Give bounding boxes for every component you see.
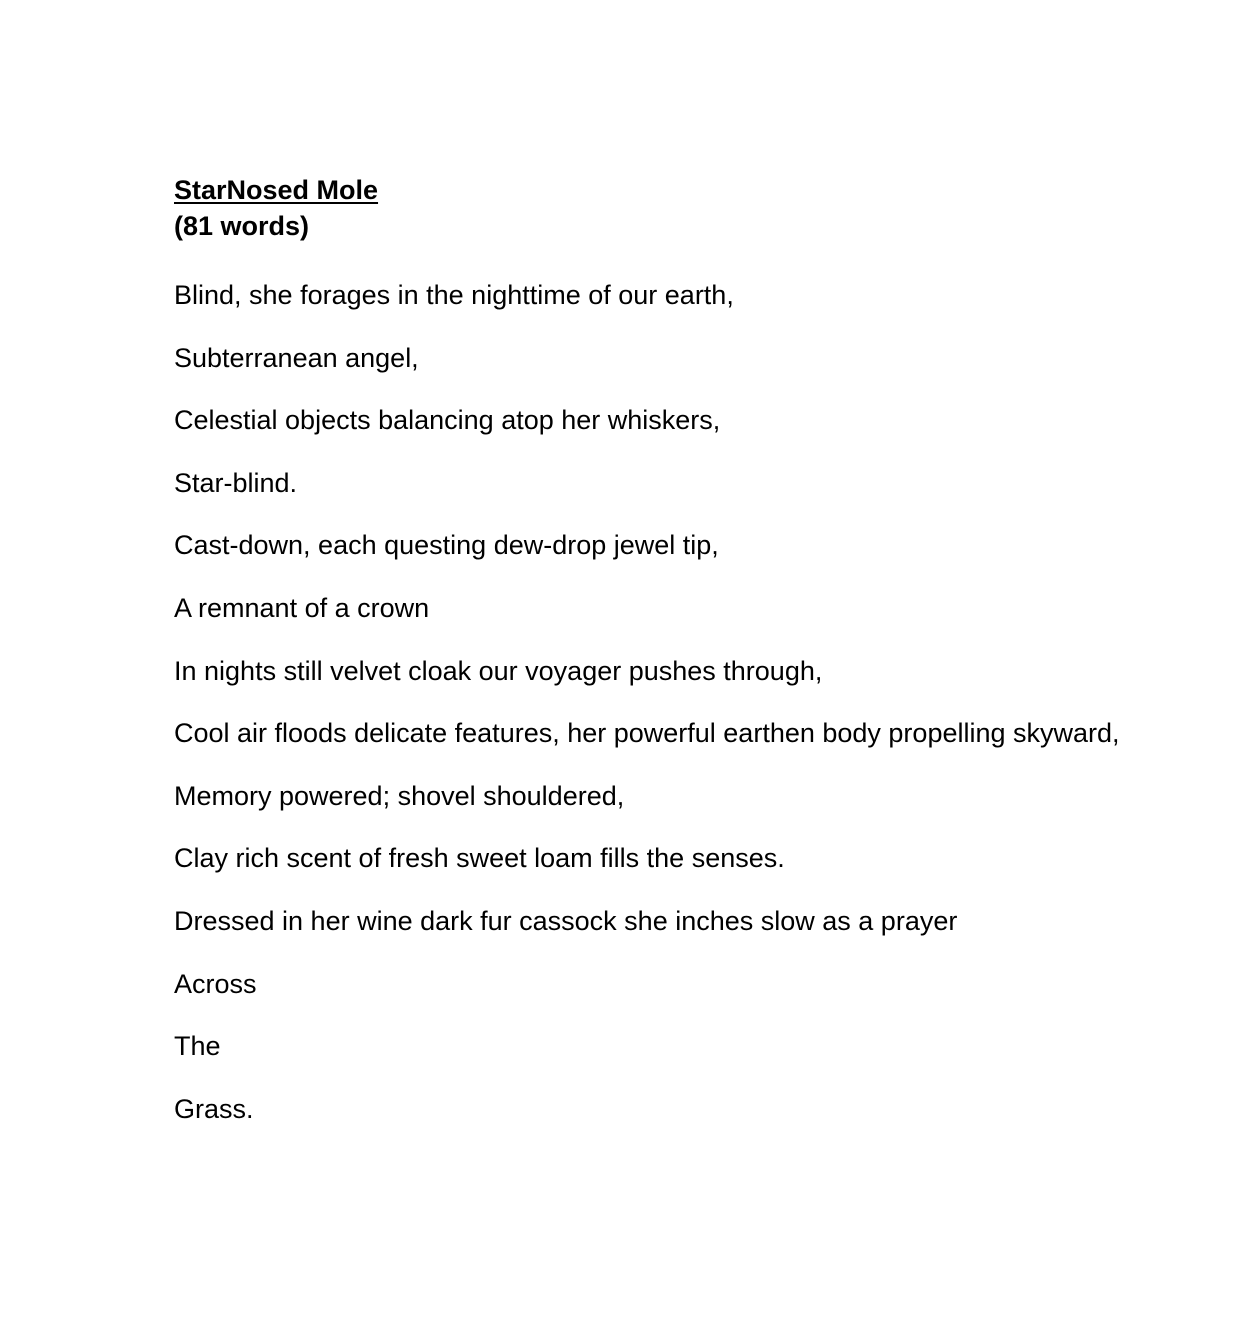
- poem-line: Subterranean angel,: [174, 342, 419, 373]
- document-body: [174, 172, 1234, 1155]
- poem-line: Grass.: [174, 1093, 254, 1124]
- poem-line: Cool air floods delicate features, her powerful earthen body propelling skyward,: [174, 718, 1120, 749]
- poem-line: Across: [174, 968, 257, 999]
- poem-line: Blind, she forages in the nighttime of our earth,: [174, 280, 734, 310]
- poem-text: [174, 279, 1234, 1125]
- poem-line: Dressed in her wine dark fur cassock she inches slow as a prayer: [174, 905, 958, 936]
- word-count: (81 words): [174, 211, 310, 241]
- poem-line: Star-blind.: [174, 467, 298, 498]
- poem-line: A remnant of a crown: [174, 592, 430, 623]
- poem-line: Cast-down, each questing dew-drop jewel tip,: [174, 530, 719, 561]
- poem-line: Memory powered; shovel shouldered,: [174, 780, 625, 811]
- poem-line: Celestial objects balancing atop her whiskers,: [174, 405, 721, 436]
- poem-line: Clay rich scent of fresh sweet loam fills the senses.: [174, 843, 785, 874]
- poem-line: In nights still velvet cloak our voyager pushes through,: [174, 655, 823, 686]
- poem-title: StarNosed Mole: [174, 175, 379, 205]
- poem-line: The: [174, 1031, 221, 1062]
